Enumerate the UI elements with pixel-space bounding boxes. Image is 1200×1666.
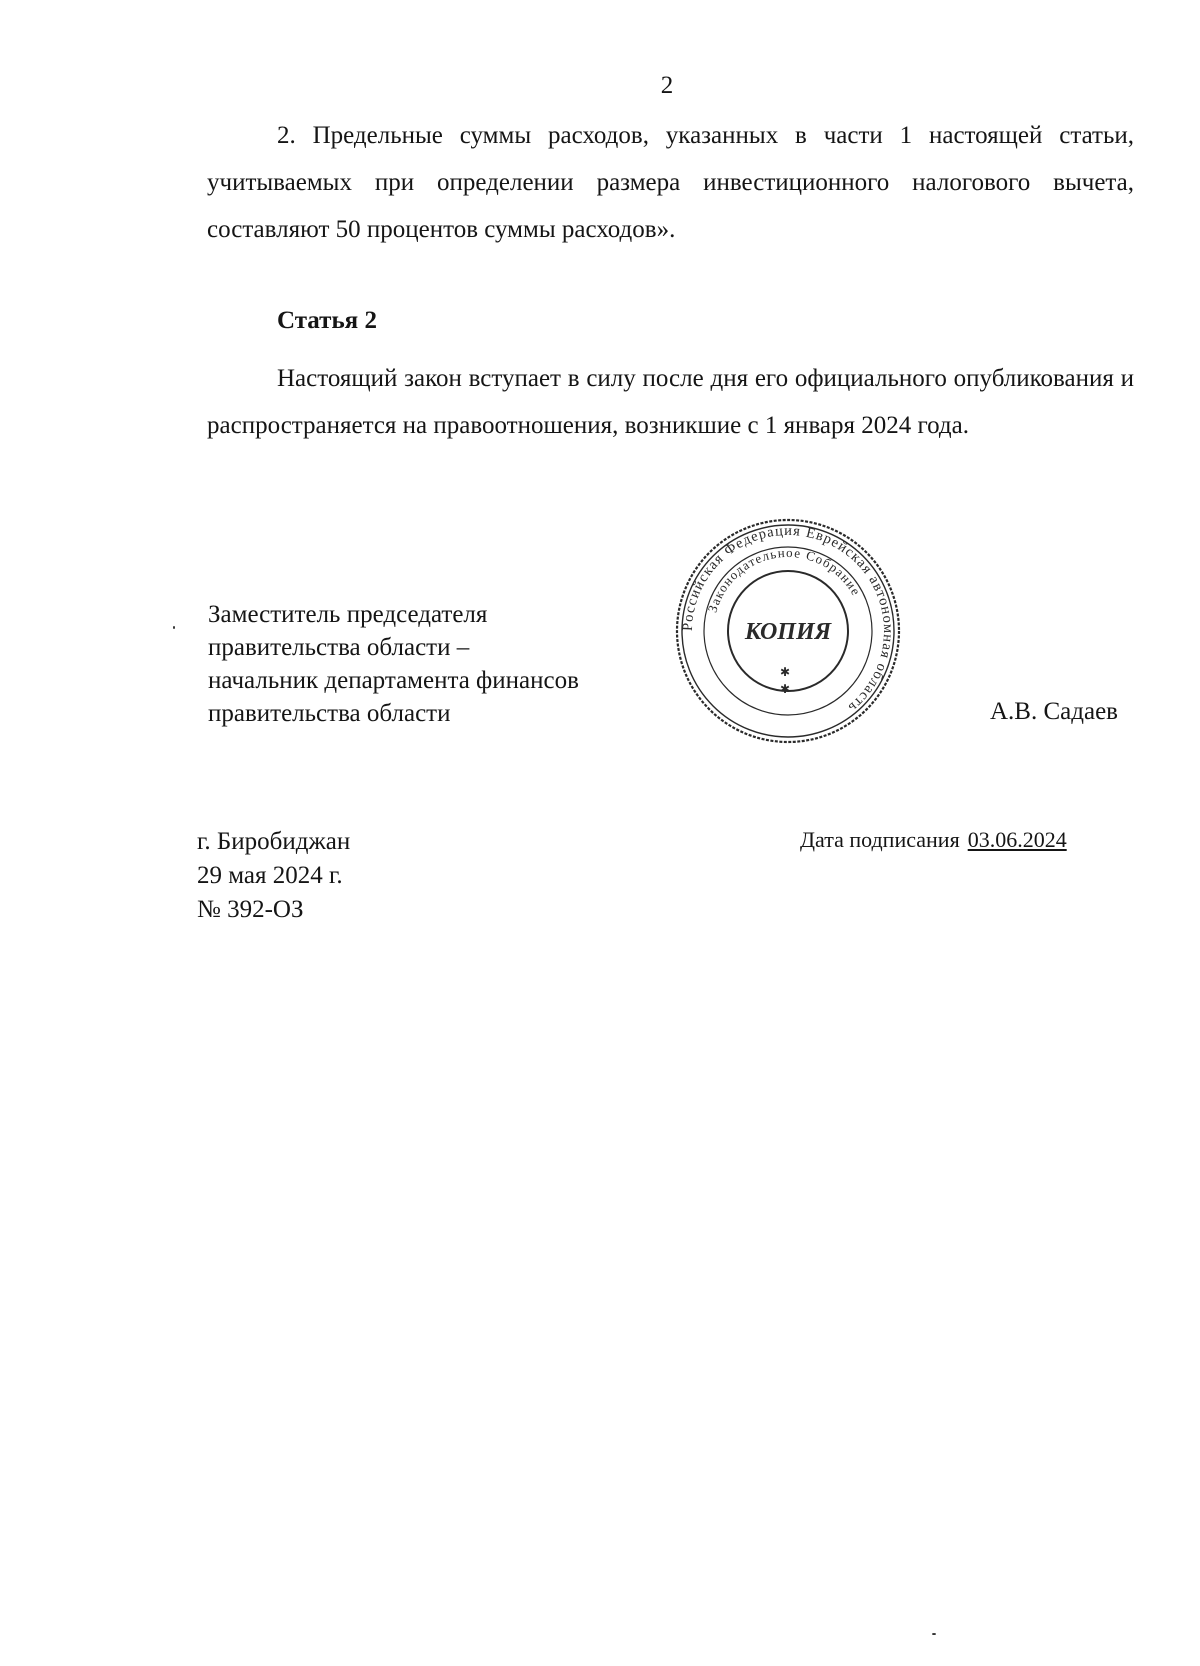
paragraph-limit-amounts: 2. Предельные суммы расходов, указанных в части 1 настоящей статьи, учитываемых при определении размера инвестиционного налогового вычета, составляют 50 процентов суммы расходов». [207, 122, 1134, 243]
scan-speck [932, 1633, 936, 1635]
law-number: № 392-ОЗ [197, 896, 304, 923]
signing-date-label: Дата подписания [800, 827, 960, 852]
signing-date-value: 03.06.2024 [967, 827, 1067, 852]
law-city: г. Биробиджан [197, 828, 351, 855]
stamp-center-text: КОПИЯ [744, 619, 832, 645]
official-stamp [674, 517, 902, 745]
scan-speck [173, 626, 175, 629]
stamp-outer-text: Российская Федерация Еврейская автономная область [679, 522, 897, 717]
law-date: 29 мая 2024 г. [197, 862, 343, 889]
stamp-star-icon: ✱ [779, 665, 791, 679]
page-number: 2 [660, 72, 674, 99]
signer-name: А.В. Садаев [990, 698, 1118, 725]
signing-date [800, 827, 1067, 853]
article-2-heading: Статья 2 [277, 307, 377, 334]
paragraph-entry-into-force: Настоящий закон вступает в силу после дня его официального опубликования и распространяется на правоотношения, возникшие с 1 января 2024 года. [207, 365, 1134, 439]
stamp-inner-text: Законодательное Собрание [704, 544, 865, 615]
law-details [197, 825, 350, 927]
signer-position: Заместитель председателя правительства области – начальник департамента финансов правительства области [208, 601, 579, 727]
stamp-star-icon: ✱ [779, 682, 791, 696]
